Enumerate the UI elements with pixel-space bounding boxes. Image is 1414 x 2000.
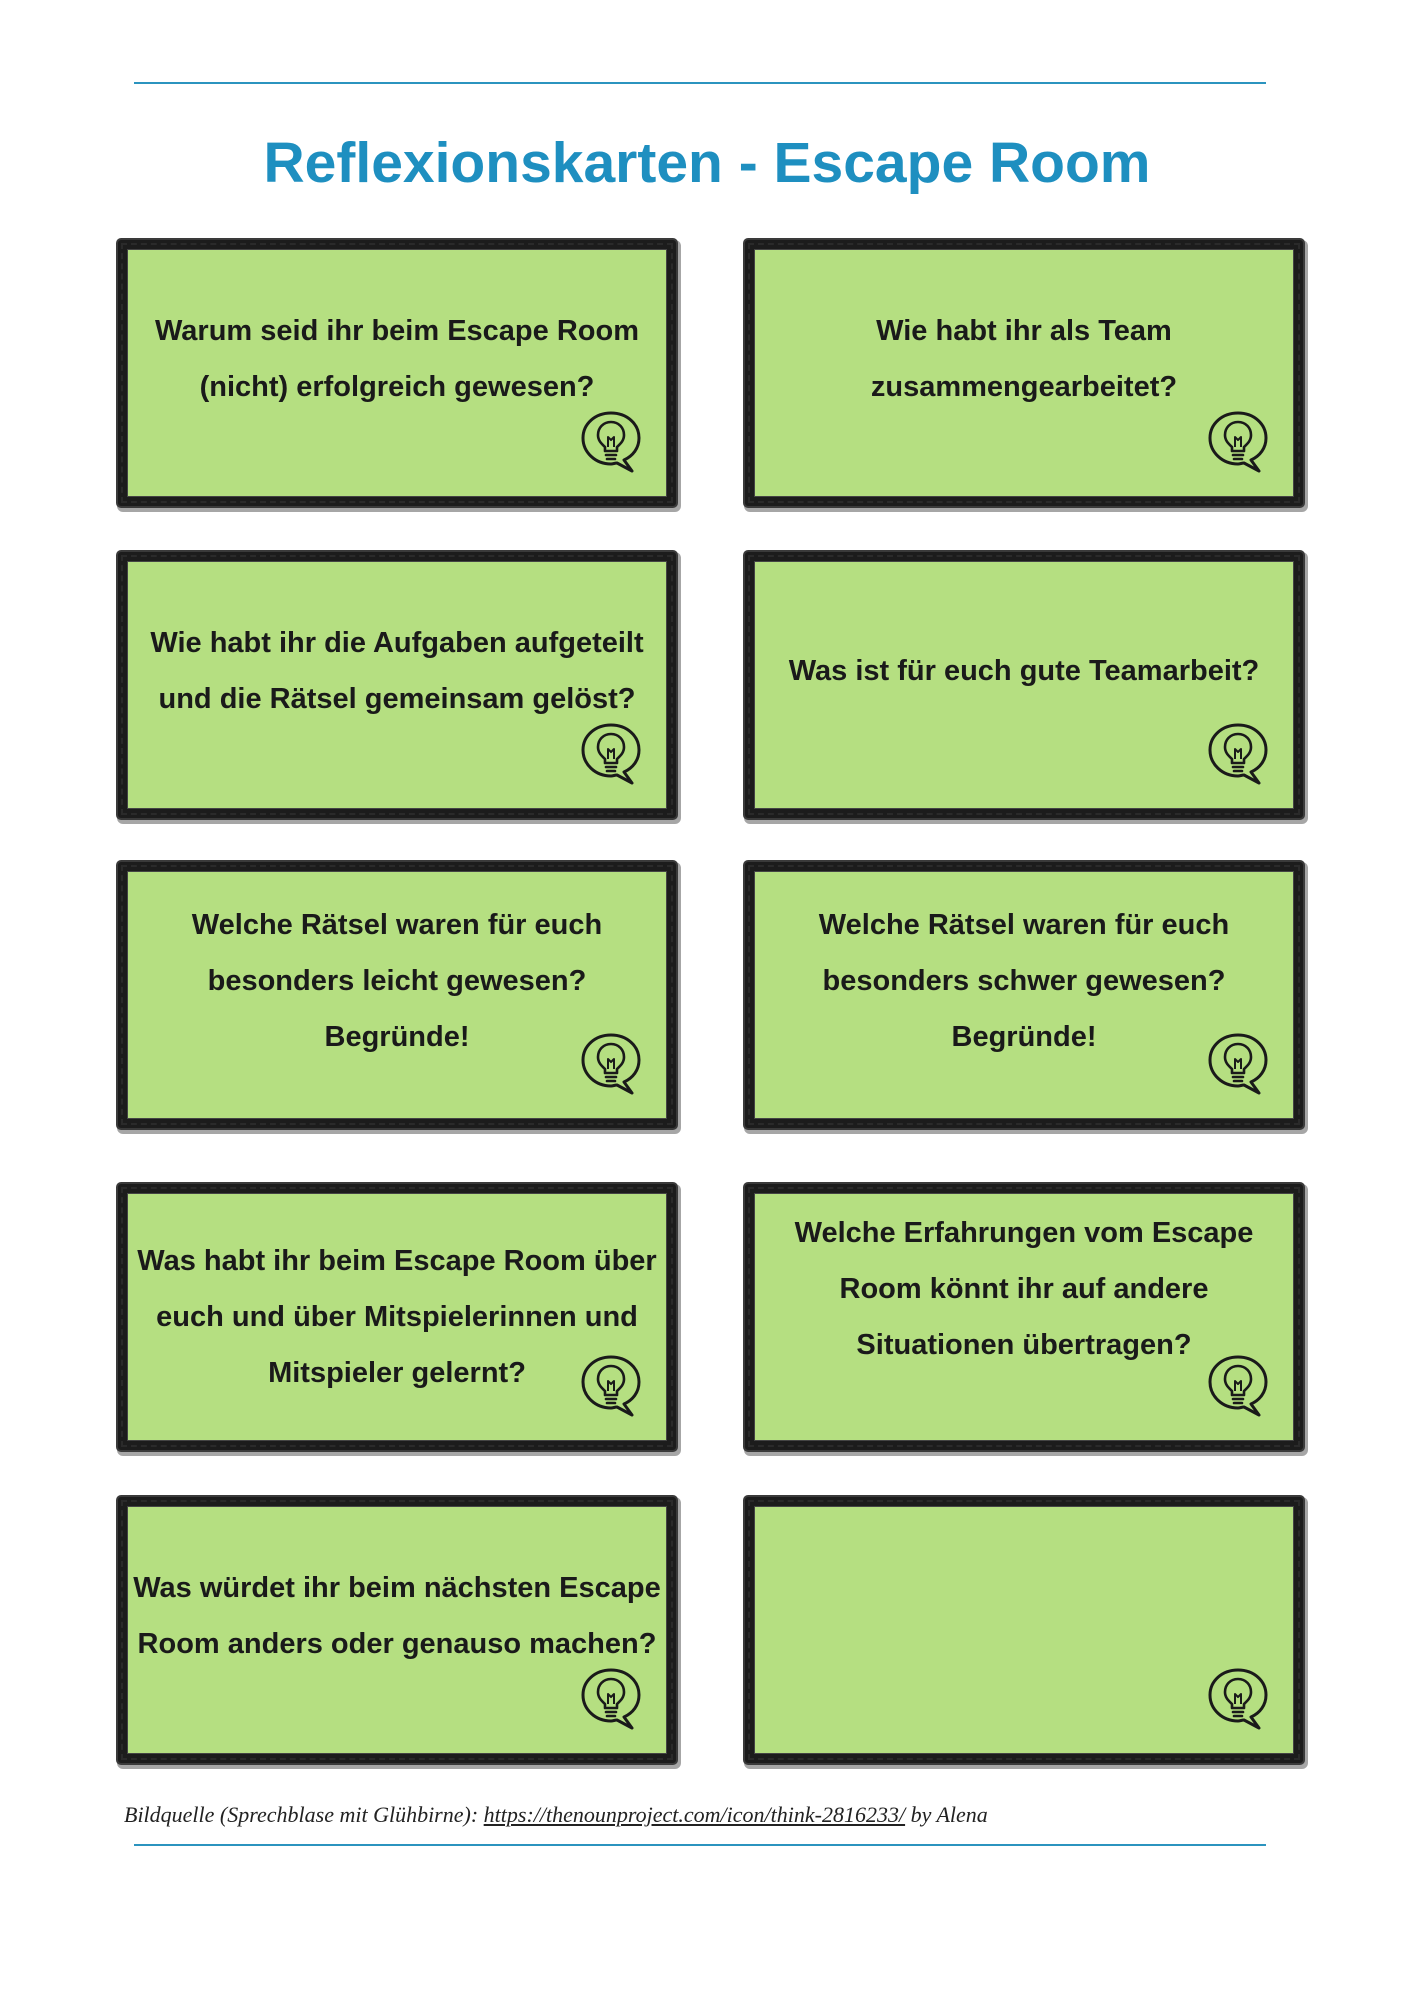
reflection-card xyxy=(118,1184,676,1450)
lightbulb-speech-bubble-icon xyxy=(577,1664,645,1732)
card-question: Welche Rätsel waren für euch besonders schwer gewesen? Begründe! xyxy=(818,909,1230,1053)
reflection-card xyxy=(745,1184,1303,1450)
lightbulb-speech-bubble-icon xyxy=(577,1029,645,1097)
credit-suffix: by Alena xyxy=(905,1802,988,1827)
card-question: Wie habt ihr als Team zusammengearbeitet? xyxy=(870,315,1178,403)
reflection-card xyxy=(118,552,676,818)
card-question: Wie habt ihr die Aufgaben aufgeteilt und die Rätsel gemeinsam gelöst? xyxy=(150,627,644,715)
reflection-card xyxy=(118,240,676,506)
lightbulb-speech-bubble-icon xyxy=(577,407,645,475)
page-title: Reflexionskarten - Escape Room xyxy=(263,131,1151,195)
card-question: Welche Erfahrungen vom Escape Room könnt ihr auf andere Situationen übertragen? xyxy=(794,1217,1254,1361)
lightbulb-speech-bubble-icon xyxy=(1204,1351,1272,1419)
lightbulb-speech-bubble-icon xyxy=(1204,719,1272,787)
lightbulb-speech-bubble-icon xyxy=(1204,407,1272,475)
reflection-card xyxy=(745,552,1303,818)
lightbulb-speech-bubble-icon xyxy=(1204,1029,1272,1097)
bottom-divider xyxy=(134,1844,1266,1846)
top-divider xyxy=(134,82,1266,84)
reflection-card-blank xyxy=(745,1497,1303,1763)
card-question: Welche Rätsel waren für euch besonders leicht gewesen? Begründe! xyxy=(191,909,603,1053)
reflection-card xyxy=(745,240,1303,506)
reflection-card xyxy=(118,862,676,1128)
image-credit xyxy=(124,1802,988,1828)
reflection-card xyxy=(118,1497,676,1763)
lightbulb-speech-bubble-icon xyxy=(1204,1664,1272,1732)
reflection-card xyxy=(745,862,1303,1128)
card-question: Was würdet ihr beim nächsten Escape Room anders oder genauso machen? xyxy=(133,1572,661,1660)
credit-link[interactable]: https://thenounproject.com/icon/think-2816233/ xyxy=(483,1802,906,1827)
card-question: Was ist für euch gute Teamarbeit? xyxy=(788,655,1260,687)
lightbulb-speech-bubble-icon xyxy=(577,1351,645,1419)
card-question: Warum seid ihr beim Escape Room (nicht) erfolgreich gewesen? xyxy=(155,315,639,403)
card-question: Was habt ihr beim Escape Room über euch und über Mitspielerinnen und Mitspieler gelernt? xyxy=(137,1245,657,1389)
credit-prefix: Bildquelle (Sprechblase mit Glühbirne): xyxy=(124,1802,484,1827)
lightbulb-speech-bubble-icon xyxy=(577,719,645,787)
